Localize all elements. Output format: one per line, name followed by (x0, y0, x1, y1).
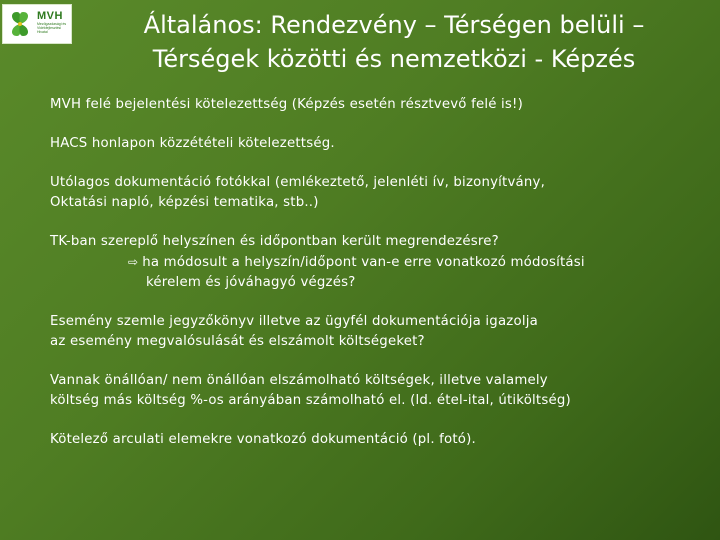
item-text: Utólagos dokumentáció fotókkal (emlékeztető, jelenléti ív, bizonyítvány, (50, 175, 546, 190)
list-item (50, 232, 710, 293)
item-text: TK-ban szereplő helyszínen és időpontban került megrendezésre? (50, 234, 499, 249)
list-item (50, 371, 710, 411)
item-text: Vannak önállóan/ nem önállóan elszámolható költségek, illetve valamely (50, 373, 548, 388)
sub-item (50, 252, 710, 293)
mvh-logo (2, 4, 72, 44)
item-text: Kötelező arculati elemekre vonatkozó dokumentáció (pl. fotó). (50, 432, 476, 447)
title-line-1: Általános: Rendezvény – Térségen belüli – (143, 11, 645, 39)
bullet-list (50, 95, 710, 469)
logo-subtitle: Mezőgazdasági és Vidékfejlesztési Hivatal (37, 22, 67, 34)
item-text: költség más költség %-os arányában számolható el. (ld. étel-ital, útiköltség) (50, 393, 571, 408)
item-text: az esemény megvalósulását és elszámolt költségeket? (50, 334, 425, 349)
right-arrow-icon: ⇨ (128, 255, 139, 269)
list-item (50, 173, 710, 213)
clover-logo-icon (5, 8, 35, 40)
item-text: MVH felé bejelentési kötelezettség (Képzés esetén résztvevő felé is!) (50, 97, 523, 112)
item-text: Oktatási napló, képzési tematika, stb..) (50, 195, 319, 210)
logo-text: MVH (37, 10, 63, 22)
sub-item-text: ha módosult a helyszín/időpont van-e erre vonatkozó módosítási (142, 255, 585, 270)
sub-item-text: kérelem és jóváhagyó végzés? (146, 275, 356, 290)
list-item (50, 95, 710, 115)
list-item (50, 430, 710, 450)
slide-title (70, 8, 718, 76)
item-text: HACS honlapon közzétételi kötelezettség. (50, 136, 335, 151)
item-text: Esemény szemle jegyzőkönyv illetve az ügyfél dokumentációja igazolja (50, 314, 538, 329)
title-line-2: Térségek közötti és nemzetközi - Képzés (152, 45, 636, 73)
list-item (50, 134, 710, 154)
list-item (50, 312, 710, 352)
